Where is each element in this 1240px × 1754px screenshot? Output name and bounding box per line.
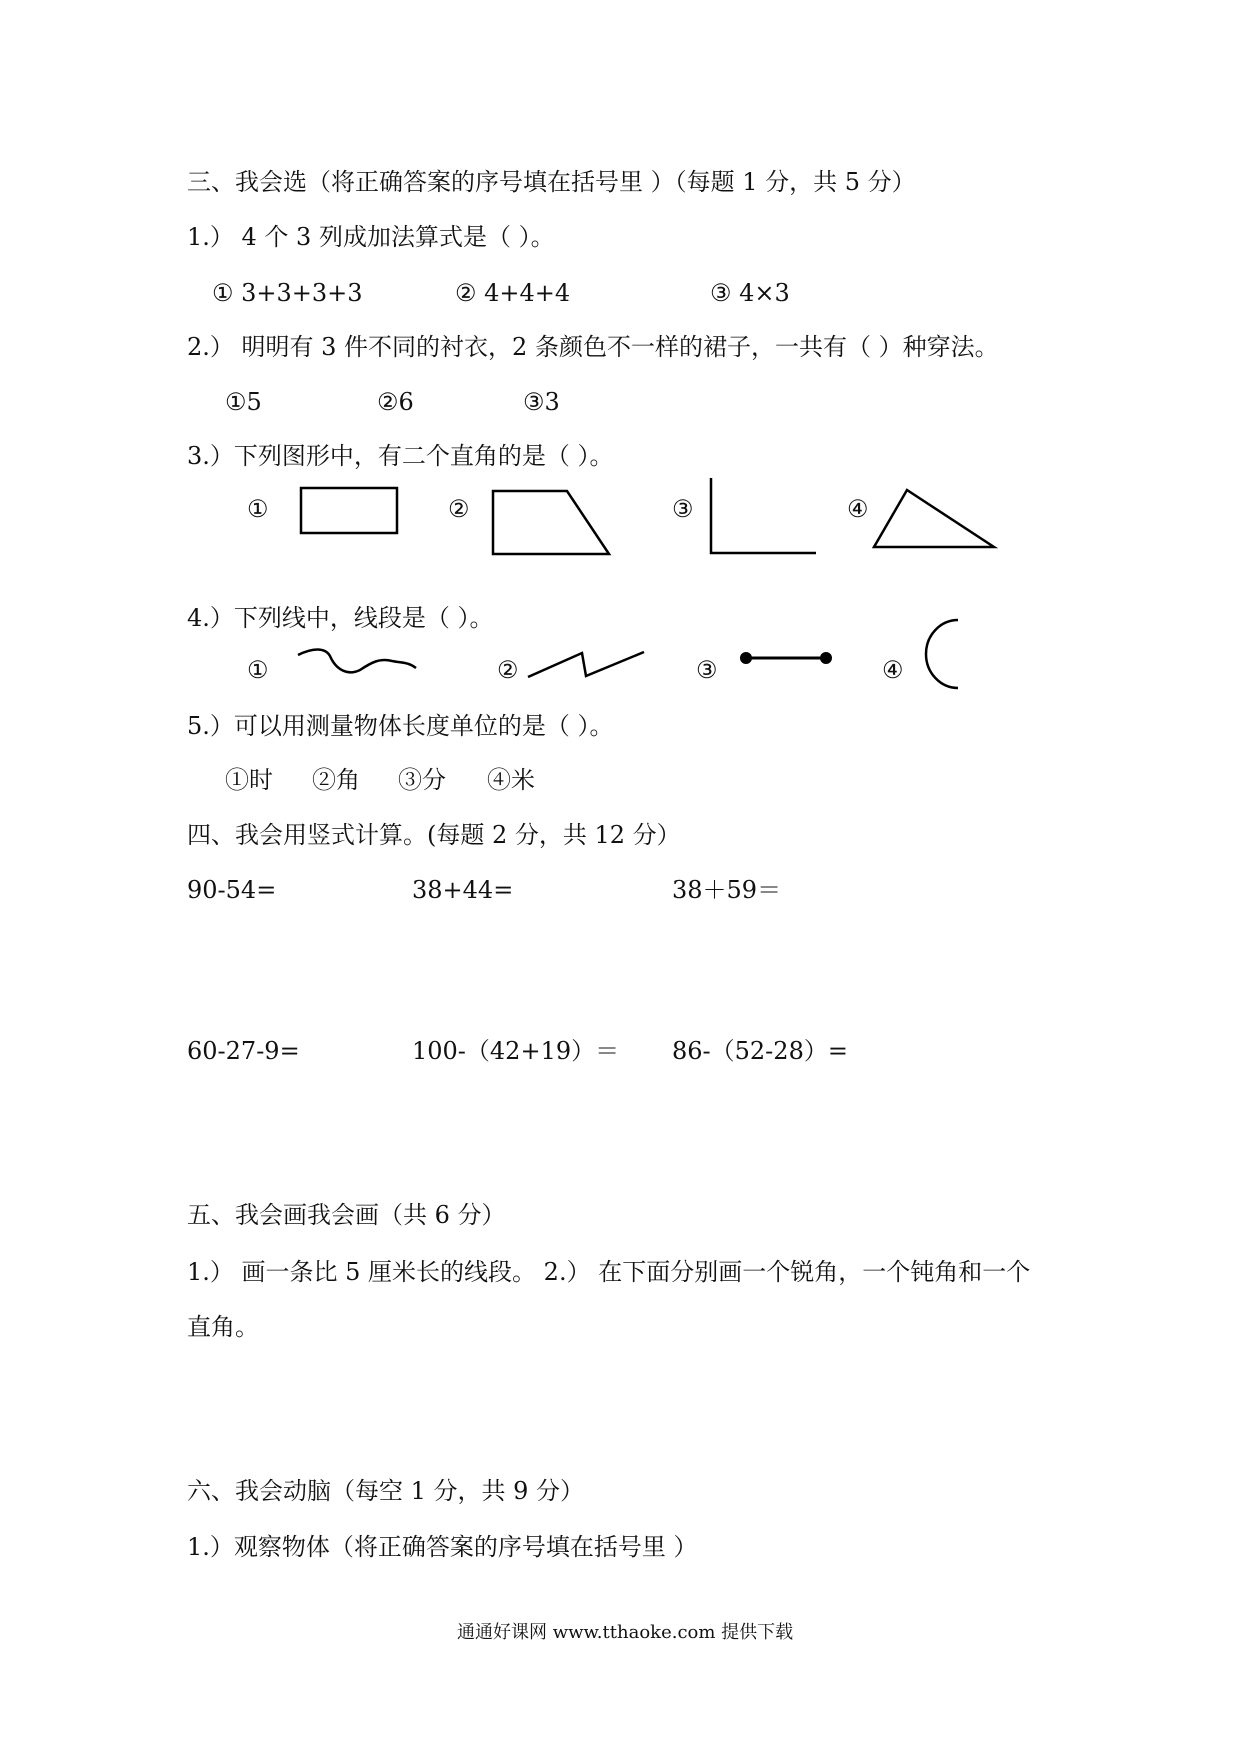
section6-heading: 六、我会动脑（每空 1 分，共 9 分）	[187, 1477, 585, 1505]
calc-2: 38+44=	[412, 876, 514, 904]
q1-option-3: ③ 4×3	[710, 279, 790, 307]
segment-endpoint-right	[820, 652, 832, 664]
q2-option-3: ③3	[523, 388, 560, 416]
calc-4: 60-27-9=	[187, 1037, 300, 1065]
calc-5: 100-（42+19）＝	[412, 1037, 620, 1065]
right-angle-lines-figure	[711, 478, 816, 553]
section5-line-1: 1.） 画一条比 5 厘米长的线段。 2.） 在下面分别画一个锐角，一个钝角和一个	[187, 1258, 1031, 1286]
footer-text: 通通好课网 www.tthaoke.com 提供下载	[457, 1622, 794, 1643]
q5-option-3: ③分	[398, 766, 446, 794]
calc-3: 38＋59＝	[672, 876, 782, 904]
calc-1: 90-54=	[187, 876, 277, 904]
section5-heading: 五、我会画我会画（共 6 分）	[187, 1201, 506, 1229]
calc-6: 86-（52-28）=	[672, 1037, 848, 1065]
zigzag-line-figure	[528, 652, 644, 677]
section6-q1: 1.）观察物体（将正确答案的序号填在括号里 ）	[187, 1533, 698, 1561]
q4-label-2: ②	[497, 656, 519, 684]
section4-heading: 四、我会用竖式计算。(每题 2 分，共 12 分）	[187, 821, 681, 849]
curve-line-figure	[298, 650, 416, 673]
q5-stem: 5.）可以用测量物体长度单位的是（ ）。	[187, 712, 614, 740]
rectangle-figure	[301, 488, 397, 533]
q4-label-1: ①	[247, 656, 269, 684]
q3-label-1: ①	[247, 495, 269, 523]
q3-label-2: ②	[448, 495, 470, 523]
q4-label-3: ③	[696, 656, 718, 684]
q5-option-4: ④米	[487, 766, 535, 794]
q1-option-1: ① 3+3+3+3	[212, 279, 363, 307]
q1-option-2: ② 4+4+4	[455, 279, 571, 307]
arc-figure	[926, 620, 958, 688]
q2-option-2: ②6	[377, 388, 414, 416]
section3-heading: 三、我会选（将正确答案的序号填在括号里 ）（每题 1 分，共 5 分）	[187, 168, 916, 196]
triangle-figure	[874, 490, 994, 547]
q2-option-1: ①5	[225, 388, 262, 416]
q3-label-3: ③	[672, 495, 694, 523]
q4-figures	[0, 600, 1240, 720]
q3-stem: 3.）下列图形中，有二个直角的是（ ）。	[187, 442, 614, 470]
section5-line-2: 直角。	[187, 1313, 259, 1341]
q4-stem: 4.）下列线中，线段是（ ）。	[187, 604, 494, 632]
q1-stem: 1.） 4 个 3 列成加法算式是（ ）。	[187, 223, 555, 251]
q5-option-2: ②角	[312, 766, 360, 794]
q5-option-1: ①时	[225, 766, 273, 794]
q2-stem: 2.） 明明有 3 件不同的衬衣，2 条颜色不一样的裙子，一共有（ ）种穿法。	[187, 333, 999, 361]
trapezoid-figure	[493, 491, 609, 554]
q3-label-4: ④	[847, 495, 869, 523]
segment-endpoint-left	[740, 652, 752, 664]
q4-label-4: ④	[882, 656, 904, 684]
